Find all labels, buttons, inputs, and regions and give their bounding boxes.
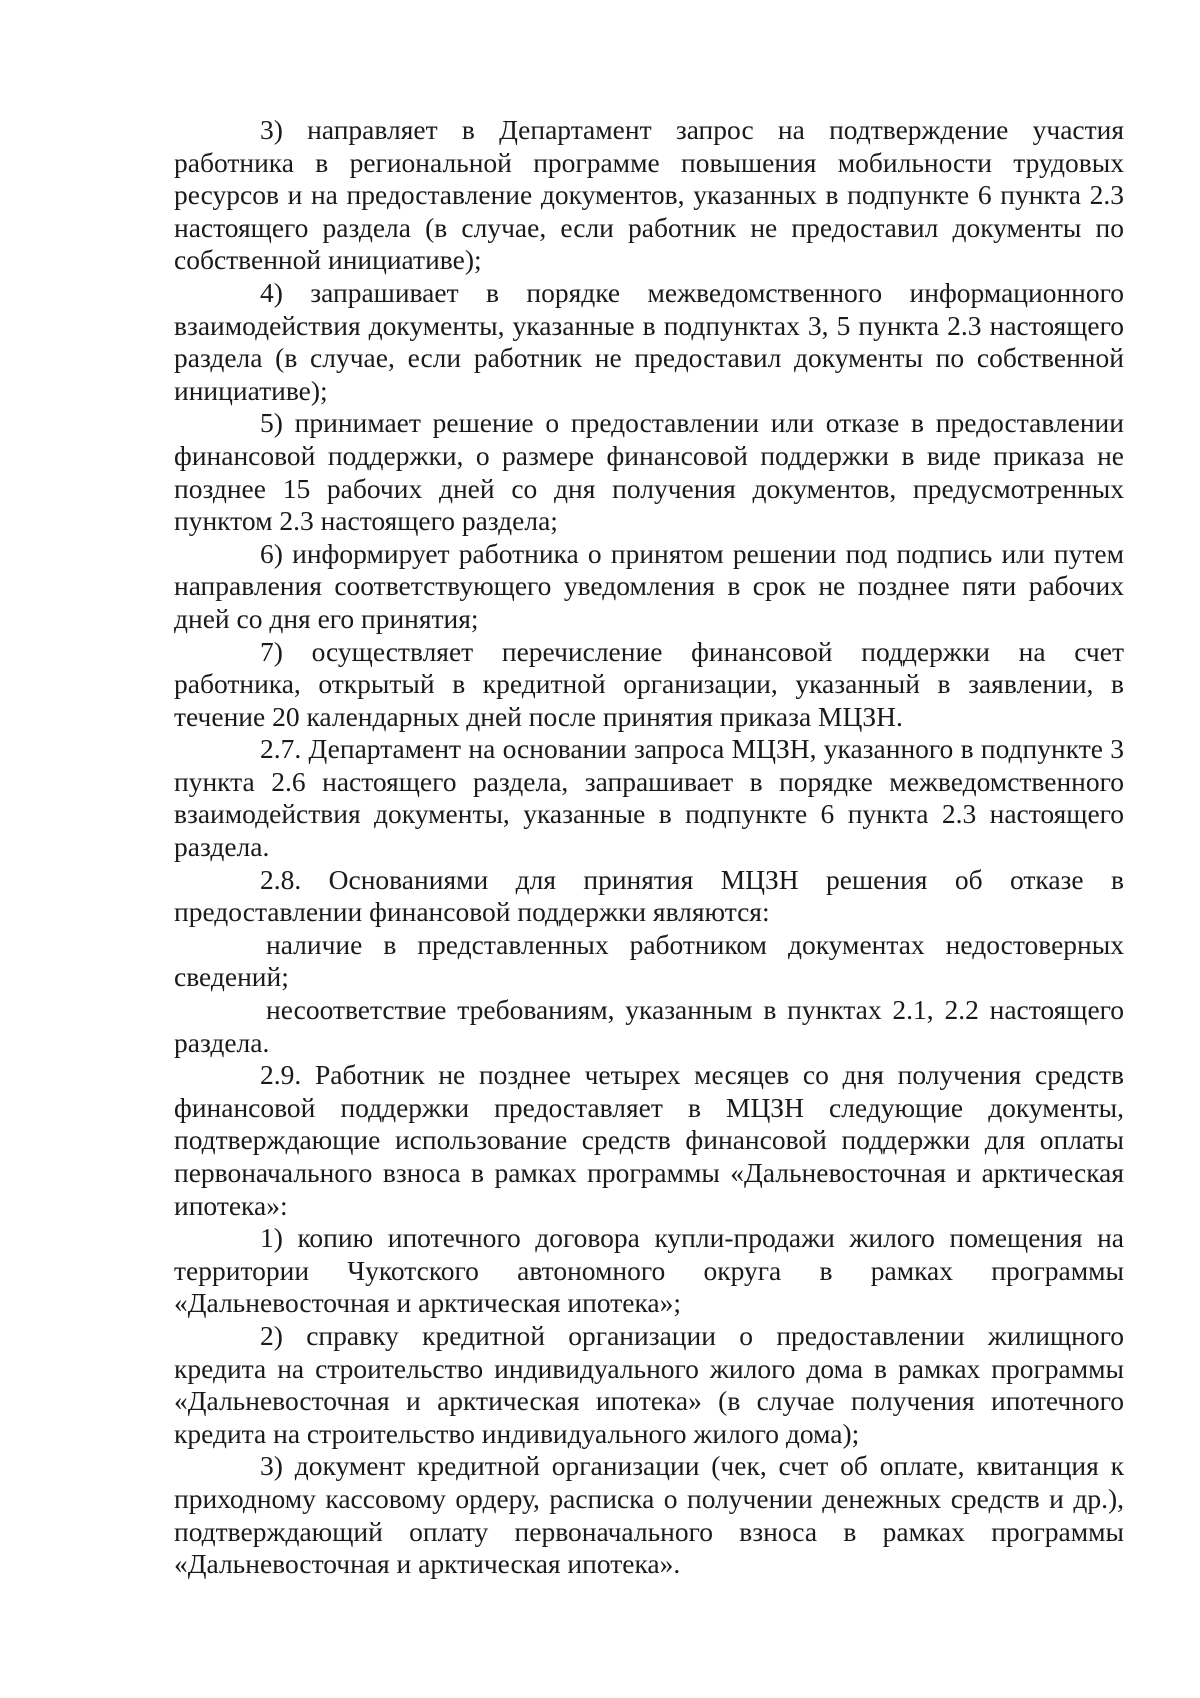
- paragraph-subitem-3: 3) направляет в Департамент запрос на подтверждение участия работника в региональной программе повышения мобильности трудовых ресурсов и на предоставление документов, указанных в подпункте 6 пункта 2.3 настоящего раздела (в случае, если работник не предоставил документы по собственной инициативе);: [174, 114, 1124, 276]
- paragraph-refusal-ground-1: наличие в представленных работником документах недостоверных сведений;: [174, 928, 1124, 993]
- paragraph-subitem-5: 5) принимает решение о предоставлении или отказе в предоставлении финансовой поддержки, о размере финансовой поддержки в виде приказа не позднее 15 рабочих дней со дня получения документов, предусмотренных пунктом 2.3 настоящего раздела;: [174, 407, 1124, 537]
- paragraph-subitem-6: 6) информирует работника о принятом решении под подпись или путем направления соответствующего уведомления в срок не позднее пяти рабочих дней со дня его принятия;: [174, 537, 1124, 634]
- paragraph-document-3: 3) документ кредитной организации (чек, счет об оплате, квитанция к приходному кассовому ордеру, расписка о получении денежных средств и др.), подтверждающий оплату первоначального взноса в рамках программы «Дальневосточная и арктическая ипотека».: [174, 1450, 1124, 1580]
- paragraph-document-1: 1) копию ипотечного договора купли-продажи жилого помещения на территории Чукотского автономного округа в рамках программы «Дальневосточная и арктическая ипотека»;: [174, 1222, 1124, 1319]
- paragraph-document-2: 2) справку кредитной организации о предоставлении жилищного кредита на строительство индивидуального жилого дома в рамках программы «Дальневосточная и арктическая ипотека» (в случае получения ипотечного кредита на строительство индивидуального жилого дома);: [174, 1319, 1124, 1449]
- document-body: [174, 114, 1124, 1581]
- paragraph-2-8: 2.8. Основаниями для принятия МЦЗН решения об отказе в предоставлении финансовой поддержки являются:: [174, 863, 1124, 928]
- paragraph-subitem-4: 4) запрашивает в порядке межведомственного информационного взаимодействия документы, указанные в подпунктах 3, 5 пункта 2.3 настоящего раздела (в случае, если работник не предоставил документы по собственной инициативе);: [174, 276, 1124, 406]
- paragraph-2-9: 2.9. Работник не позднее четырех месяцев со дня получения средств финансовой поддержки предоставляет в МЦЗН следующие документы, подтверждающие использование средств финансовой поддержки для оплаты первоначального взноса в рамках программы «Дальневосточная и арктическая ипотека»:: [174, 1059, 1124, 1221]
- paragraph-refusal-ground-2: несоответствие требованиям, указанным в пунктах 2.1, 2.2 настоящего раздела.: [174, 994, 1124, 1058]
- paragraph-2-7: 2.7. Департамент на основании запроса МЦЗН, указанного в подпункте 3 пункта 2.6 настоящего раздела, запрашивает в порядке межведомственного взаимодействия документы, указанные в подпункте 6 пункта 2.3 настоящего раздела.: [174, 733, 1124, 863]
- paragraph-subitem-7: 7) осуществляет перечисление финансовой поддержки на счет работника, открытый в кредитной организации, указанный в заявлении, в течение 20 календарных дней после принятия приказа МЦЗН.: [174, 635, 1124, 732]
